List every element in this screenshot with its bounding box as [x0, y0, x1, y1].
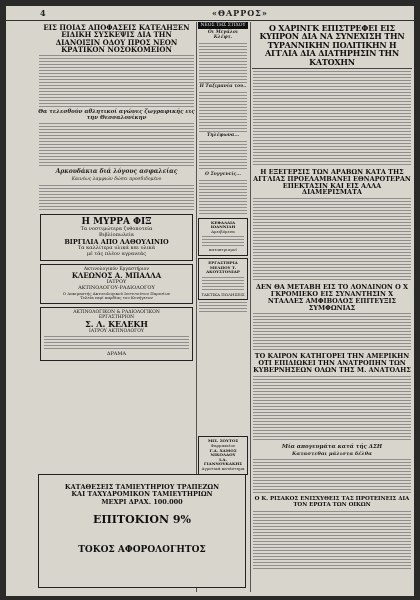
story6-headline: Ο Κ. ΡΙΣΑΚΟΣ ΕΝΙΣΧΥΘΕΙΣ ΤΑΣ ΠΡΟΤΕΙΝΕΙΣ ΔΙΑ ΤΟΝ ΕΡΩΤΑ ΤΩΝ ΟΙΚΩΝ — [254, 496, 410, 509]
article-text — [253, 313, 411, 351]
ad-line: ΚΑΙ ΤΑΧΥΔΡΟΜΙΚΟΝ ΤΑΜΙΕΥΤΗΡΙΩΝ — [71, 490, 213, 499]
ad-text — [202, 277, 244, 291]
article-text — [253, 459, 411, 495]
story5-headline: Μία απογευμάτα κατά τής ΔΣΗ — [281, 443, 383, 450]
mid-section: Η Ταξιμανία του.. — [199, 83, 247, 89]
mid-ad-2 — [198, 258, 248, 300]
ad-line: ΚΛΕΩΝΟΣ Α. ΜΠΑΛΛΑ — [71, 270, 162, 280]
article-text — [253, 376, 411, 442]
mid-ad-3 — [198, 436, 248, 474]
ad-line: Γ.Α. ΧΑΜΟΣ ΝΙΚΟΛΑΟΥ — [209, 447, 237, 458]
story3-title: Αρκουδάκια διά λόγους ασφαλείας — [55, 168, 178, 176]
story3-subtitle: Καινέως λαμφιών δώσει προσδιδομένο — [71, 177, 162, 183]
article-text — [39, 55, 194, 107]
ad-line: ΑΚΤΙΝΟΛΟΓΙΚΟΝ & ΡΑΔΙΟΛΟΓΙΚΟΝ — [73, 309, 160, 315]
article-text — [253, 71, 411, 167]
keleki-ad — [40, 307, 193, 361]
ad-line: ΤΟΚΟΣ ΑΦΟΡΟΛΟΓΗΤΟΣ — [78, 545, 206, 556]
article-text — [199, 180, 247, 216]
ad-line: Ο Δοκιμαστής Ακτινολογικού Ινστιτούτου Παρισίων — [62, 290, 171, 296]
newspaper-page — [6, 6, 414, 596]
ad-line: Ακτινολογικόν Εργαστήριον — [83, 266, 150, 272]
mid-title: ΝΕΟΣ ΤΗΣ ΣΤΙΧΟΥ — [198, 22, 248, 29]
ad-line: μέ τάς πλέον αγρανεάς — [86, 251, 147, 258]
myrra-ad — [40, 214, 193, 261]
ad-text — [202, 236, 244, 246]
ad-line: ΙΑΤΡΟΥ ΑΚΤΙΝΟΛΟΓΟΥ — [89, 329, 144, 335]
divider — [252, 68, 412, 69]
ad-line: Τελεία περί καρδίας του Κυνήγετον — [80, 295, 153, 301]
article-text — [39, 185, 194, 211]
story5-subtitle: Καταστεθαι μάλιστα δέλθα — [292, 450, 372, 457]
article-text — [199, 302, 247, 314]
ad-line: Τα καλλίτερα υλικά και υλικά — [77, 245, 156, 252]
mid-ad-1 — [198, 218, 248, 256]
ad-line: ΜΕΛΠΟΥ Τ. ΑΚΟΥΣΤΟΝΙΑΡ — [206, 264, 240, 275]
mid-section: Τηλέφωνα... — [206, 132, 240, 138]
article-text — [253, 198, 411, 282]
ad-line: ΒΙΡΓΙΛΙΑ ΑΠΟ ΛΑΘΟΥΛΙΝΙΟ — [64, 237, 169, 246]
article-text — [199, 92, 247, 132]
page-header — [6, 6, 414, 21]
ad-line: Σ. Λ. ΚΕΛΕΚΗ — [85, 319, 148, 330]
story2-headline: Η ΕΞΕΓΕΡΣΙΣ ΤΩΝ ΑΡΑΒΩΝ ΚΑΤΑ ΤΗΣ ΑΓΓΛΙΑΣ ΠΡΟΕΛΑΜΒΑΝΕΙ ΕΘΝΑΡΟΤΕΡΑΝ ΕΠΕΚΤΑΣΙΝ ΚΑΙ ΕΙΣ ΑΛΛΑ ΔΙΑΜΕΡΙΣΜΑΤΑ — [253, 167, 411, 197]
mid-section: Οι Μεγάλοι Κλέφτ. — [207, 30, 239, 40]
ad-line: ΕΠΙΤΟΚΙΟΝ 9% — [93, 513, 191, 527]
ad-line: Αμειβόμενα — [211, 228, 235, 234]
ad-line: ΕΡΓΑΣΤΗΡΙΑ — [208, 260, 238, 266]
masthead: «ΘΑΡΡΟΣ» — [212, 8, 268, 18]
ad-line: ΕΡΓΑΣΤΗΡΙΟΝ — [98, 314, 135, 320]
right-column — [252, 22, 412, 592]
mpalla-ad — [40, 264, 193, 304]
ad-line: ΑΚΤΙΝΟΛΟΓΟΥ-ΡΑΔΙΟΛΟΓΟΥ — [78, 284, 155, 291]
story2-title: Θα τελεσθούν αθλητικοί αγώνες ζωγραφικής εις την Θεσσαλονίκην — [38, 109, 195, 122]
article-text — [253, 511, 411, 571]
story4-headline: ΤΟ ΚΑΙΡΟΝ ΚΑΤΗΓΟΡΕΙ ΤΗΝ ΑΜΕΡΙΚΗΝ ΟΤΙ ΕΠΙΔΙΩΚΕΙ ΤΗΝ ΑΝΑΤΡΟΠΗΝ ΤΩΝ ΚΥΒΕΡΝΗΣΕΩΝ ΟΛΩΝ ΤΗΣ Μ. ΑΝΑΤΟΛΗΣ — [253, 352, 411, 375]
ad-text — [44, 336, 189, 350]
article-text — [199, 141, 247, 171]
ad-line: ΚΑΤΑΘΕΣΕΙΣ ΤΑΜΙΕΥΤΗΡΙΟΥ ΤΡΑΠΕΖΩΝ — [64, 483, 220, 491]
article-text — [39, 123, 194, 167]
ad-line: Η ΜΥΡΡΑ ΦΙΞ — [81, 217, 152, 227]
ad-line: Τα νοστιμώτερα ζυθοποτεία — [80, 226, 153, 233]
middle-column — [198, 22, 248, 592]
column-divider — [250, 22, 251, 592]
ad-line: Αγροτικά κατάστημα — [201, 466, 245, 471]
ad-line: ΤΑΚΤΙΚΑ ΠΩΛΗΣΕΙΣ — [201, 291, 245, 297]
ad-line: Βιβλίοπωλεία — [98, 232, 135, 239]
ad-line: ΔΡΑΜΑ — [106, 351, 127, 358]
page-number: 4 — [40, 8, 46, 18]
ad-line: ΙΑΤΡΟΥ — [106, 279, 127, 286]
ad-line: Ι.Α. ΓΙΑΝΝΟΥΚΑΚΗΣ — [203, 456, 243, 467]
mid-section: Ο Συγγενείς... — [205, 171, 241, 177]
ad-line: κατοπτρισμοί — [209, 247, 237, 253]
article-text — [199, 43, 247, 83]
ad-line: ΜΙΣ. ΣΟΥΤΟΣ — [207, 438, 239, 444]
ad-line: Φαρμακείον — [210, 443, 236, 449]
left-headline: ΕΙΣ ΠΟΙΑΣ ΑΠΟΦΑΣΕΙΣ ΚΑΤΕΛΗΞΕΝ ΕΙΔΙΚΗ ΣΥΣΚΕΨΙΣ ΔΙΑ ΤΗΝ ΔΙΑΝΟΙΞΙΝ ΟΔΟΥ ΠΡΟΣ ΝΕΟΝ ΚΡΑΤΙΚΟΝ ΝΟΣΟΚΟΜΕΙΟΝ — [43, 23, 190, 55]
story3-headline: ΔΕΝ ΘΑ ΜΕΤΑΒΗ ΕΙΣ ΤΟ ΛΟΝΔΙΝΟΝ Ο Χ ΓΚΡΟΜΙΕΚΟ ΕΙΣ ΣΥΝΑΝΤΗΣΙΝ Χ ΝΤΑΛΛΕΣ ΑΜΦΙΒΟΛΟΣ ΕΠΙΤΕΥΞΙΣ ΣΥΜΦΩΝΙΑΣ — [255, 283, 409, 312]
ad-line: ΚΕΦΑΛΑΙΑ ΙΩΑΝΝΙΔΗ — [210, 219, 236, 230]
right-headline: Ο ΧΑΡΙΝΓΚ ΕΠΙΣΤΡΕΦΕΙ ΕΙΣ ΚΥΠΡΟΝ ΔΙΑ ΝΑ ΣΥΝΕΧΙΣΗ ΤΗΝ ΤΥΡΑΝΝΙΚΗΝ ΠΟΛΙΤΙΚΗΝ Η ΑΓΓΛΙΑ ΔΙΑ ΔΙΑΤΗΡΗΣΙΝ ΤΗΝ ΚΑΤΟΧΗΝ — [259, 23, 405, 67]
ad-line: ΜΕΧΡΙ ΔΡΑΧ. 100.000 — [101, 497, 183, 506]
